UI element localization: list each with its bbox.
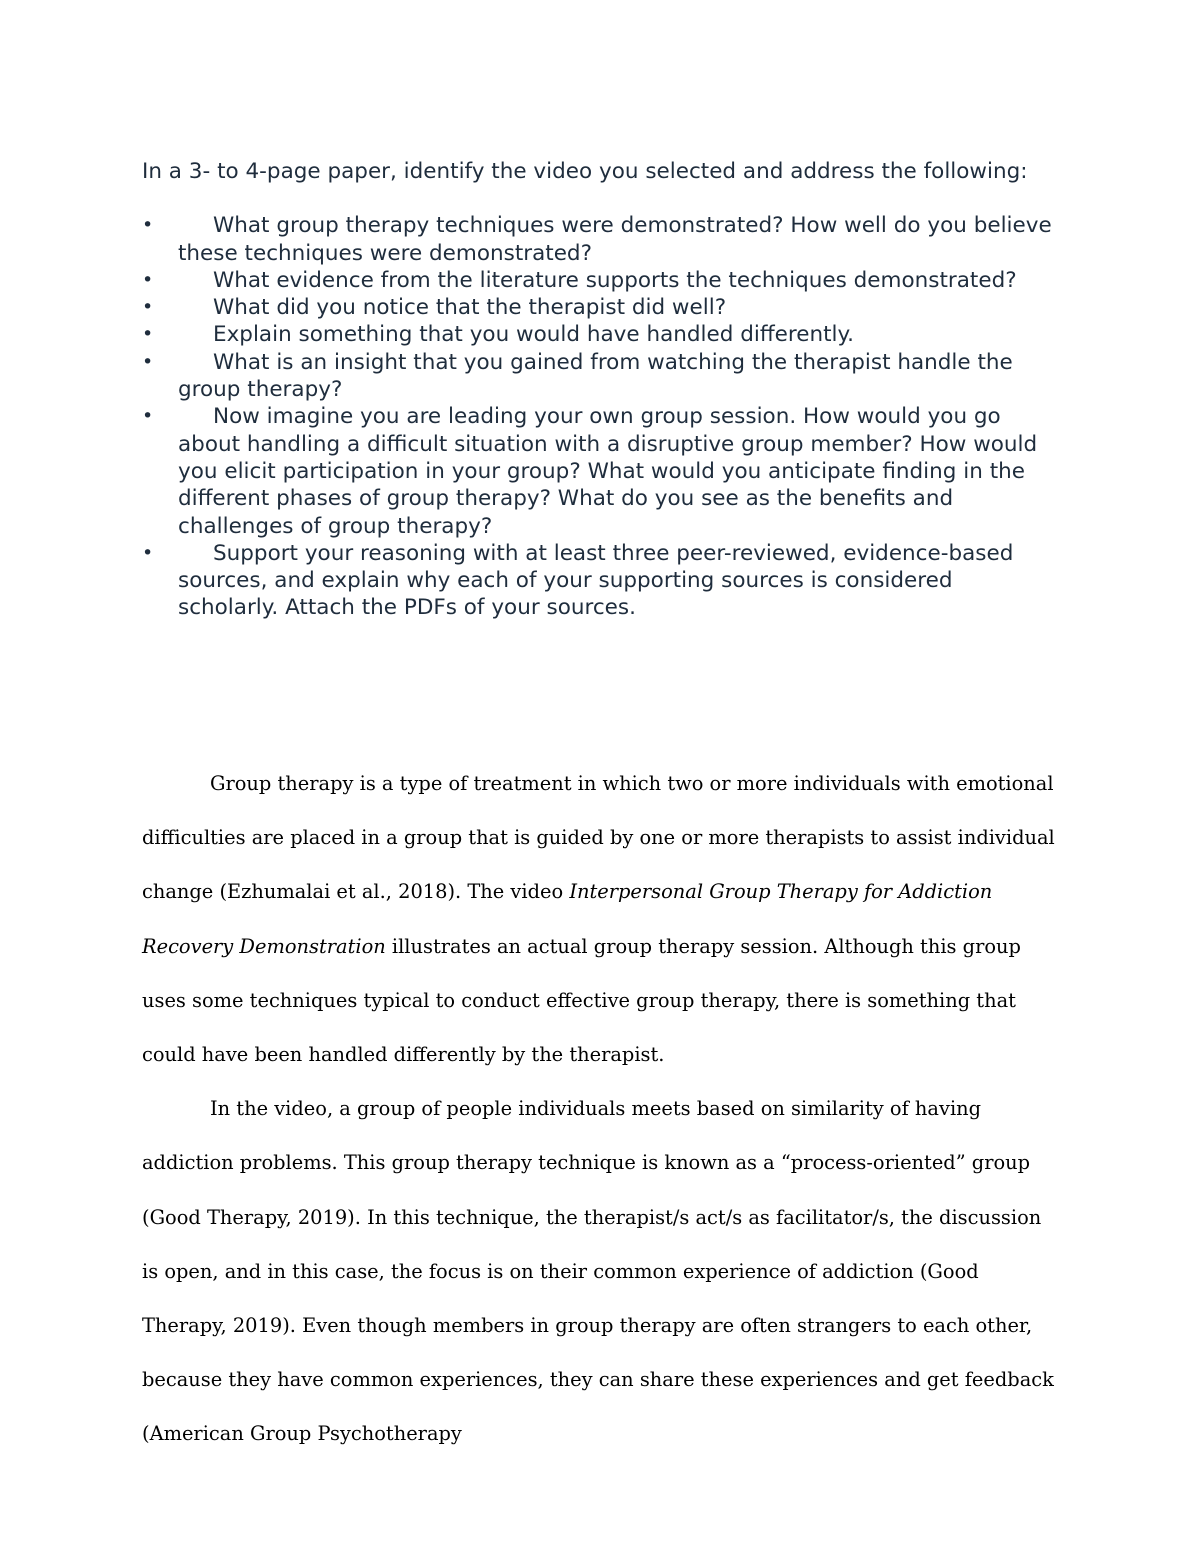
question-text: What evidence from the literature supports the techniques demonstrated? [213, 267, 1017, 293]
question-text: Support your reasoning with at least three peer-reviewed, evidence-based sources, and explain why each of your supporting sources is considered scholarly. Attach the PDFs of your sources. [178, 540, 1014, 621]
list-item [142, 294, 1057, 321]
bullet-icon: • [142, 350, 154, 373]
list-item [142, 403, 1057, 539]
assignment-prompt [142, 158, 1057, 622]
prompt-question-list [142, 212, 1057, 621]
prompt-intro: In a 3- to 4-page paper, identify the video you selected and address the following: [142, 159, 1028, 184]
bullet-icon: • [142, 214, 154, 237]
list-item [142, 540, 1057, 622]
bullet-icon: • [142, 541, 154, 564]
list-item [142, 212, 1057, 267]
question-text: Now imagine you are leading your own group session. How would you go about handling a difficult situation with a disruptive group member? How would you elicit participation in your group? What would you anticipate finding in the different phases of group therapy? What do you see as the benefits and challenges of group therapy? [178, 404, 1038, 539]
paragraph-text: Group therapy is a type of treatment in which two or more individuals with emotional difficulties are placed in a group that is guided by one or more therapists to assist individual change (Ezhumalai et al., 2018). The video [142, 772, 1055, 904]
question-text: What is an insight that you gained from watching the therapist handle the group therapy? [178, 349, 1013, 403]
bullet-icon: • [142, 323, 154, 346]
list-item [142, 321, 1057, 348]
list-item [142, 349, 1057, 404]
essay-body [142, 757, 1060, 1462]
bullet-icon: • [142, 296, 154, 319]
video-title: Interpersonal Group Therapy for Addiction Recovery Demonstration [142, 880, 993, 958]
bullet-icon: • [142, 405, 154, 428]
list-item [142, 267, 1057, 294]
bullet-icon: • [142, 268, 154, 291]
question-text: What group therapy techniques were demonstrated? How well do you believe these techniques were demonstrated? [178, 213, 1052, 266]
essay-paragraph-1 [142, 757, 1060, 1082]
question-text: What did you notice that the therapist did well? [213, 295, 727, 321]
paragraph-text: illustrates an actual group therapy session. Although this group uses some techniques typical to conduct effective group therapy, there is something that could have been handled differently by the therapist. [142, 934, 1021, 1067]
question-text: Explain something that you would have handled differently. [213, 322, 854, 348]
essay-paragraph-2: In the video, a group of people individuals meets based on similarity of having addiction problems. This group therapy technique is known as a “process-oriented” group (Good Therapy, 2019). In this technique, the therapist/s act/s as facilitator/s, the discussion is open, and in this case, the focus is on their common experience of addiction (Good Therapy, 2019). Even though members in group therapy are often strangers to each other, because they have common experiences, they can share these experiences and get feedback (American Group Psychotherapy [142, 1097, 1054, 1446]
